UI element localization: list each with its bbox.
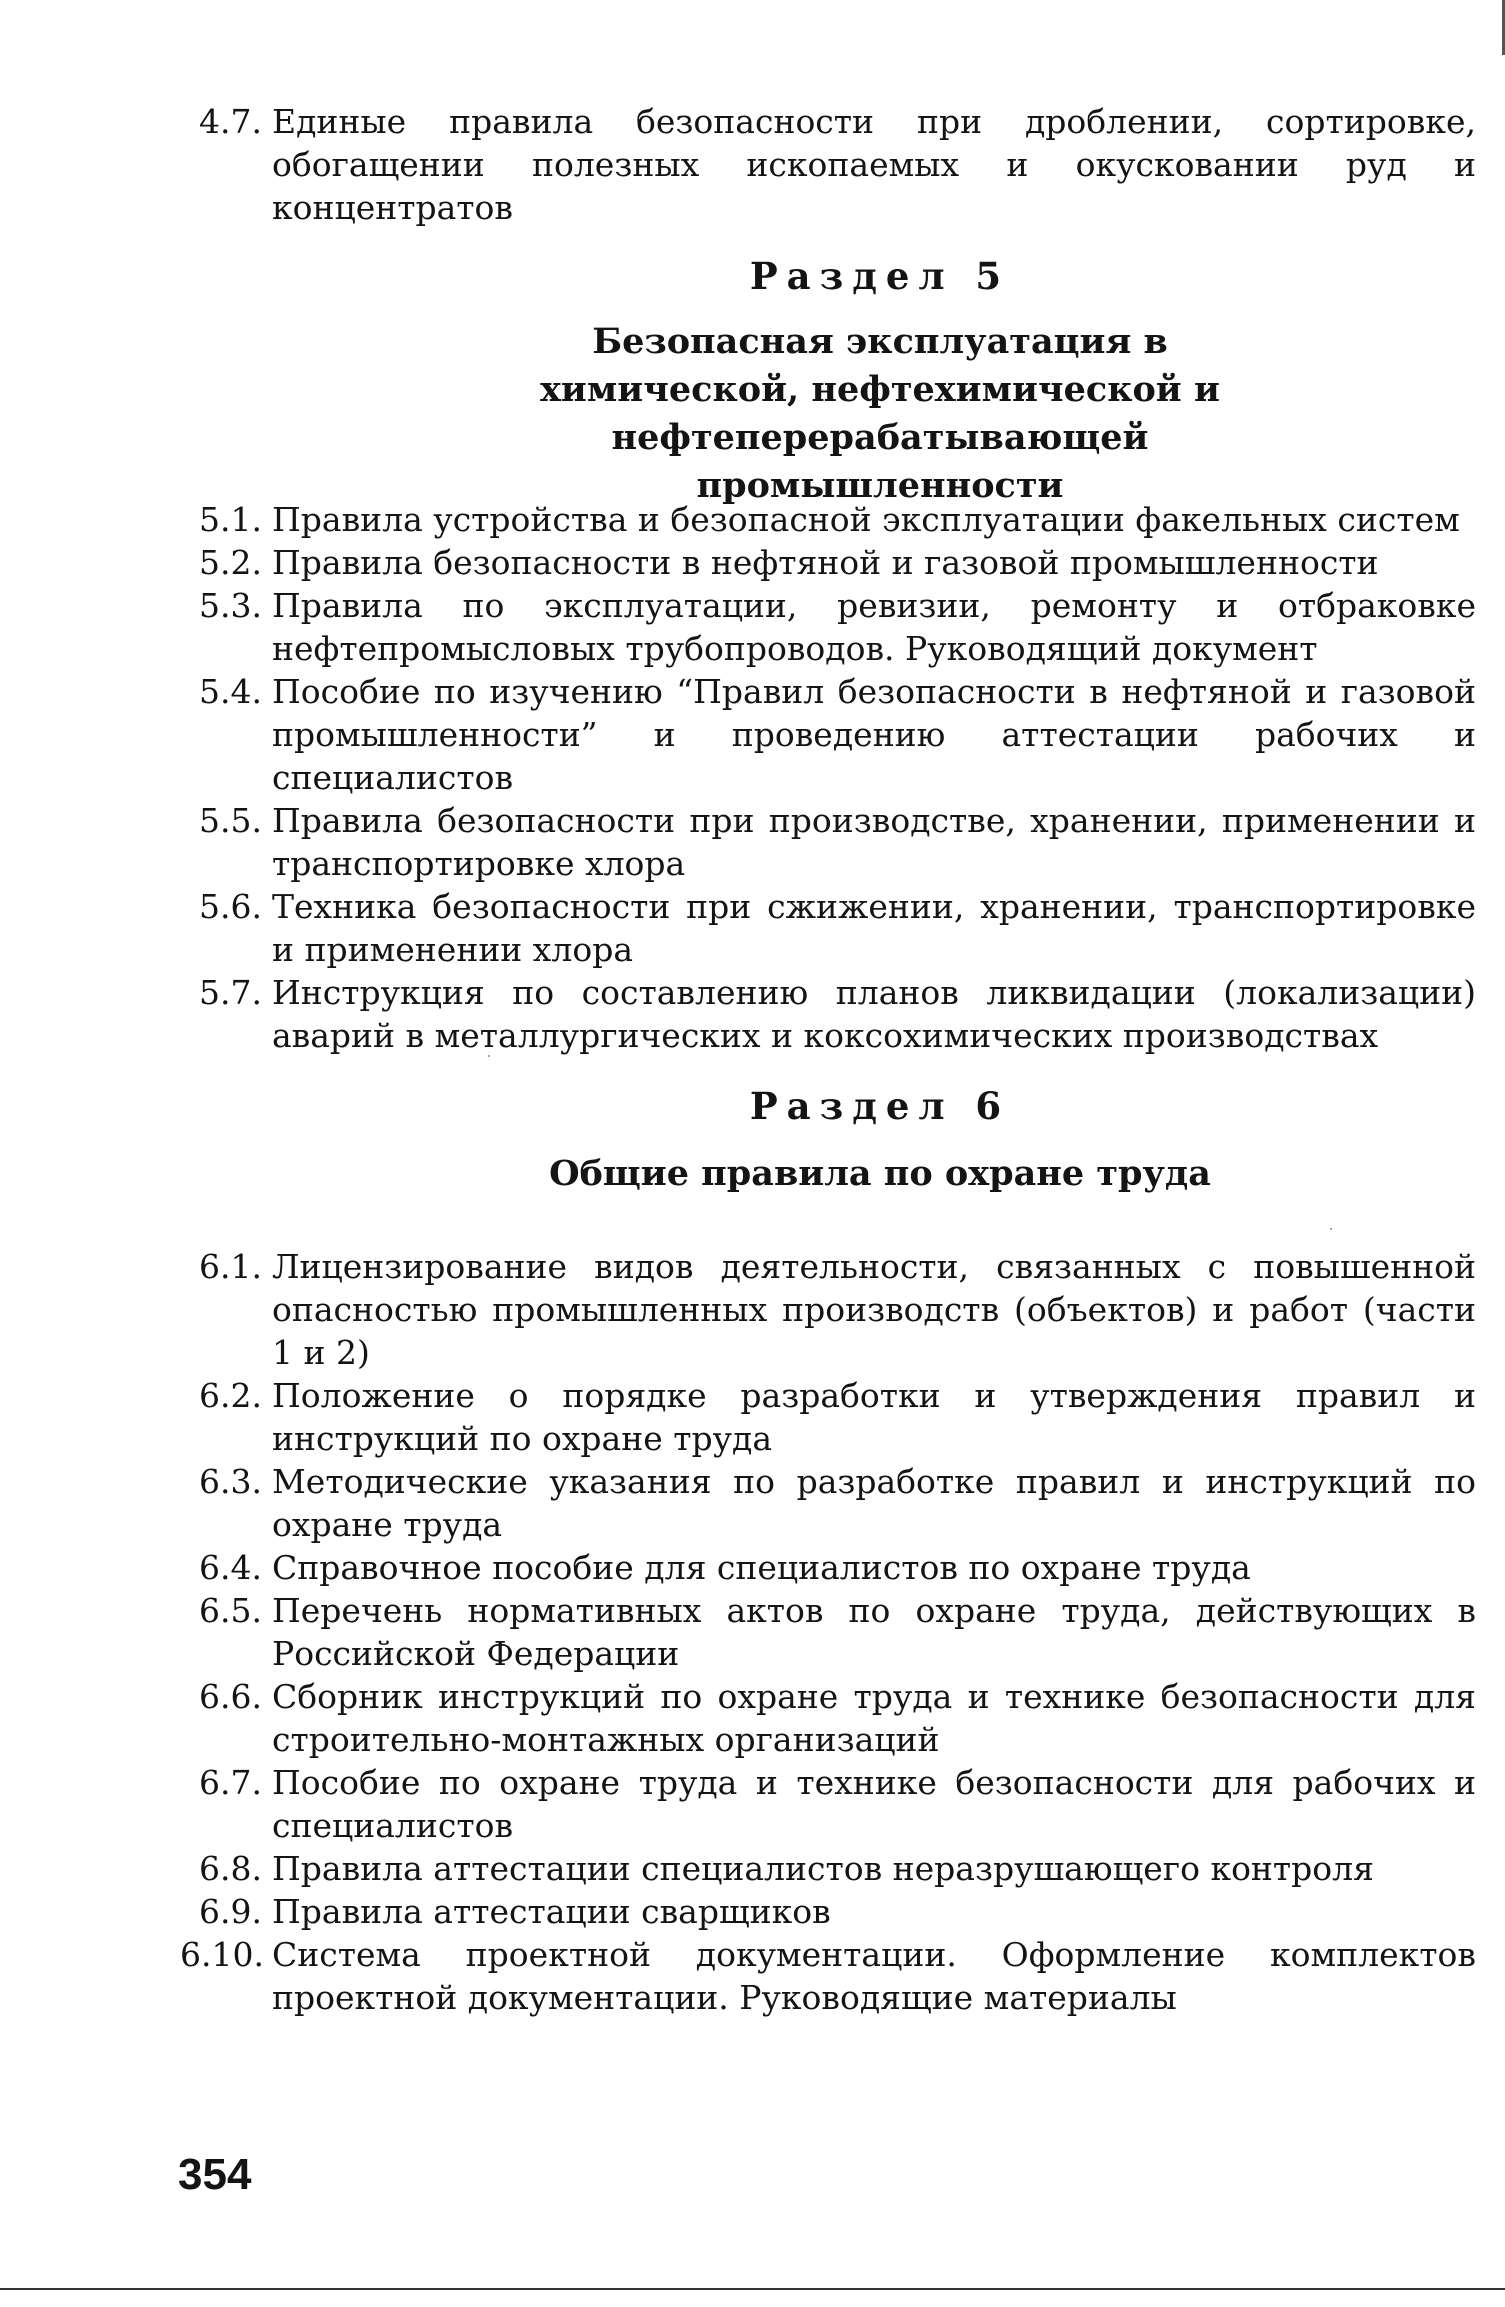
item-number: 6.6. <box>199 1677 262 1716</box>
item-text: Сборник инструкций по охране труда и технике безопасности для строительно-монтажных организаций <box>272 1677 1476 1759</box>
list-item <box>180 799 1476 885</box>
item-text: Правила безопасности в нефтяной и газовой промышленности <box>272 543 1379 582</box>
list-item <box>180 1589 1476 1675</box>
list-item <box>180 541 1476 584</box>
list-item <box>180 1460 1476 1546</box>
section-5-header <box>260 250 1500 510</box>
section-5-list <box>180 498 1476 1057</box>
item-text: Единые правила безопасности при дроблении, сортировке, обогащении полезных ископаемых и окусковании руд и концентратов <box>272 102 1476 227</box>
list-item <box>180 1245 1476 1374</box>
item-number: 5.6. <box>199 887 262 926</box>
item-text: Справочное пособие для специалистов по охране труда <box>272 1548 1251 1587</box>
list-item <box>180 498 1476 541</box>
list-item <box>180 584 1476 670</box>
top-item-list <box>180 100 1476 229</box>
item-number: 5.4. <box>199 672 262 711</box>
scan-speck <box>488 1055 490 1057</box>
section-5-title: Безопасная эксплуатация в химической, нефтехимической и нефтеперерабатывающей промышленности <box>540 321 1220 506</box>
list-item <box>180 1546 1476 1589</box>
item-text: Система проектной документации. Оформление комплектов проектной документации. Руководящие материалы <box>272 1935 1476 2017</box>
item-text: Правила аттестации специалистов неразрушающего контроля <box>272 1849 1374 1888</box>
item-number: 5.3. <box>199 586 262 625</box>
list-item <box>180 885 1476 971</box>
item-number: 6.3. <box>199 1462 262 1501</box>
list-item <box>180 1847 1476 1890</box>
item-text: Правила безопасности при производстве, хранении, применении и транспортировке хлора <box>272 801 1476 883</box>
list-item <box>180 1761 1476 1847</box>
item-number: 6.7. <box>199 1763 262 1802</box>
item-text: Перечень нормативных актов по охране труда, действующих в Российской Федерации <box>272 1591 1476 1673</box>
item-number: 6.8. <box>199 1849 262 1888</box>
item-number: 6.2. <box>199 1376 262 1415</box>
item-text: Методические указания по разработке правил и инструкций по охране труда <box>272 1462 1476 1544</box>
item-number: 6.5. <box>199 1591 262 1630</box>
item-number: 5.1. <box>199 500 262 539</box>
item-text: Пособие по изучению “Правил безопасности в нефтяной и газовой промышленности” и проведению аттестации рабочих и специалистов <box>272 672 1476 797</box>
item-number: 6.4. <box>199 1548 262 1587</box>
scan-edge-line <box>0 2288 1505 2290</box>
list-item <box>180 1890 1476 1933</box>
section-5-number: Раздел 5 <box>749 254 1011 298</box>
item-text: Техника безопасности при сжижении, хранении, транспортировке и применении хлора <box>272 887 1476 969</box>
item-text: Пособие по охране труда и технике безопасности для рабочих и специалистов <box>272 1763 1476 1845</box>
list-item <box>180 1675 1476 1761</box>
list-item <box>180 1374 1476 1460</box>
item-number: 4.7. <box>199 102 262 141</box>
item-number: 6.10. <box>180 1935 264 1974</box>
section-6-list <box>180 1245 1476 2019</box>
item-number: 5.2. <box>199 543 262 582</box>
section-6-number: Раздел 6 <box>749 1084 1011 1128</box>
item-text: Правила по эксплуатации, ревизии, ремонту и отбраковке нефтепромысловых трубопроводов. Руководящий документ <box>272 586 1476 668</box>
item-number: 6.9. <box>199 1892 262 1931</box>
page-number: 354 <box>178 2150 252 2199</box>
section-6-header <box>260 1080 1500 1198</box>
item-number: 5.7. <box>199 973 262 1012</box>
scan-speck <box>1330 1228 1332 1230</box>
list-item <box>180 1933 1476 2019</box>
list-item <box>180 100 1476 229</box>
item-text: Правила устройства и безопасной эксплуатации факельных систем <box>272 500 1460 539</box>
item-number: 5.5. <box>199 801 262 840</box>
list-item <box>180 670 1476 799</box>
list-item <box>180 971 1476 1057</box>
section-6-title: Общие правила по охране труда <box>549 1153 1211 1194</box>
item-text: Инструкция по составлению планов ликвидации (локализации) аварий в металлургических и коксохимических производствах <box>272 973 1476 1055</box>
item-text: Лицензирование видов деятельности, связанных с повышенной опасностью промышленных производств (объектов) и работ (части 1 и 2) <box>272 1247 1476 1372</box>
item-text: Правила аттестации сварщиков <box>272 1892 831 1931</box>
item-number: 6.1. <box>199 1247 262 1286</box>
item-text: Положение о порядке разработки и утверждения правил и инструкций по охране труда <box>272 1376 1476 1458</box>
